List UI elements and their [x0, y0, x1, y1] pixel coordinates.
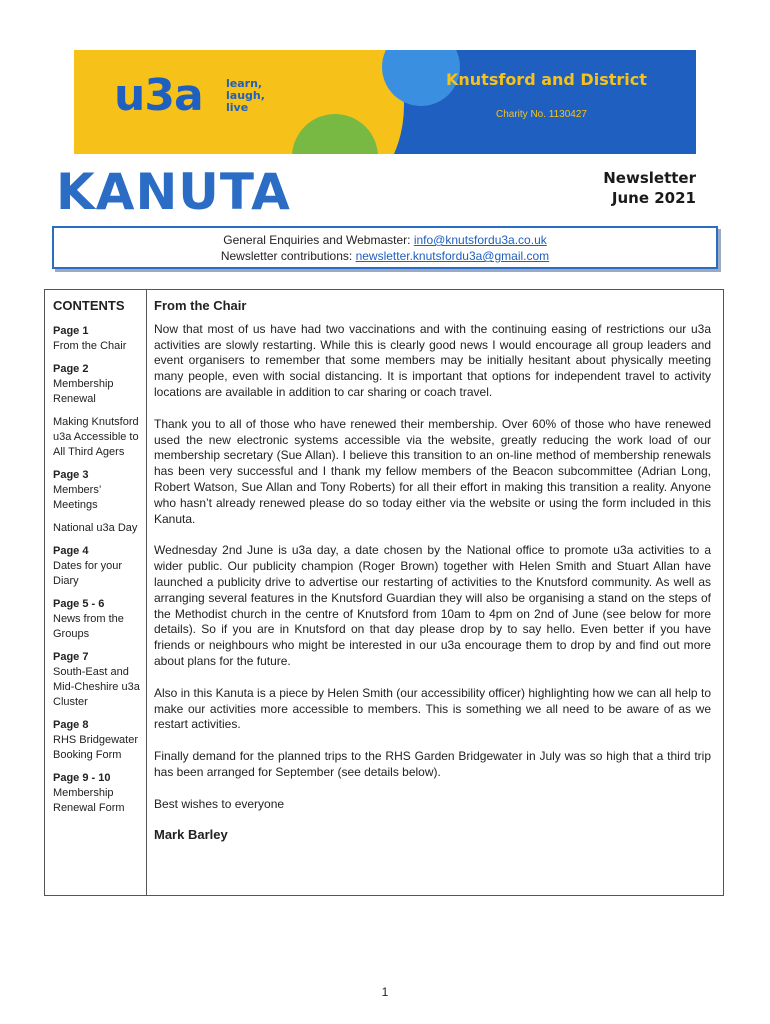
contents-item-title: Membership Renewal [53, 378, 114, 405]
contents-item-title: From the Chair [53, 340, 127, 352]
masthead-title: KANUTA [56, 163, 291, 221]
enquiries-label: General Enquiries and Webmaster: [223, 233, 411, 247]
contents-item [53, 771, 143, 816]
tagline-line: laugh, [226, 89, 265, 102]
contributions-line [54, 248, 716, 264]
contents-item [53, 362, 143, 407]
u3a-banner [74, 50, 696, 154]
article-signature: Mark Barley [154, 826, 228, 842]
u3a-tagline [226, 78, 265, 114]
article-paragraph: Also in this Kanuta is a piece by Helen Smith (our accessibility officer) highlighting how we can all help to make our activities more accessible to members. This is something we all need to be aware of as we restart activities. [154, 685, 711, 732]
article-paragraph: Best wishes to everyone [154, 796, 285, 811]
contents-item [53, 650, 143, 710]
contents-item-page: Page 2 [53, 363, 89, 375]
tagline-line: live [226, 101, 249, 114]
contents-list [53, 324, 143, 816]
contents-item [53, 718, 143, 763]
contents-heading: CONTENTS [53, 298, 125, 313]
u3a-logo: u3a [114, 70, 203, 121]
contributions-label: Newsletter contributions: [220, 249, 353, 263]
contents-item [53, 597, 143, 642]
contents-item [53, 521, 143, 536]
contents-item-title: Members’ Meetings [53, 484, 101, 511]
contents-item-page: Page 4 [53, 545, 89, 557]
enquiries-line [54, 232, 716, 248]
tagline-line: learn, [226, 77, 263, 90]
article-paragraph: Now that most of us have had two vaccinations and with the continuing easing of restrictions our u3a activities are slowly restarting. While this is clearly good news I would encourage all group leaders and event organisers to remember that some members may be initially hesitant about physically meeting many people, even with social distancing. It is important that options for independent travel to activity locations are available in addition to car sharing or coach travel. [154, 321, 711, 399]
article-paragraph: Thank you to all of those who have renewed their membership. Over 60% of those who have renewed used the new electronic systems accessible via the website, greatly reducing the work load of our membership secretary (Sue Allan). I believe this transition to an on-line method of membership renewals has been very successful and I thank my fellow members of the Beacon subcommittee (Adrian Long, Robert Watson, Sue Allan and Tony Roberts) for all their effort in making this transition a reality. Anyone who hasn’t already renewed please do so today either via the website or using the form included in this Kanuta. [154, 416, 711, 526]
contents-item [53, 415, 143, 460]
contact-box [52, 226, 718, 269]
contributions-email-link[interactable]: newsletter.knutsfordu3a@gmail.com [355, 249, 550, 263]
newsletter-label: Newsletter [603, 169, 696, 187]
contents-item-title: RHS Bridgewater Booking Form [53, 734, 138, 761]
article-paragraph: Wednesday 2nd June is u3a day, a date chosen by the National office to promote u3a activities to a wider public. Our publicity champion (Roger Brown) together with Helen Smith and Stuart Allan have launched a publicity drive to advertise our restarting of activities to the Knutsford community. As well as arranging several features in the Knutsford Guardian they will also be organising a stand on the steps of the Methodist church in the centre of Knutsford from 10am to 4pm on 2nd of June (see below for more details). So if you are in Knutsford on that day please drop by to say hello. Even better if you have friends or neighbours who might be interested in our u3a encourage them to drop by and find out more about plans for the future. [154, 543, 711, 668]
contents-item-page: Page 9 - 10 [53, 772, 111, 784]
article-body [154, 322, 711, 813]
main-table [44, 289, 724, 896]
article-column [154, 298, 711, 842]
issue-date: June 2021 [611, 189, 696, 207]
page-number: 1 [381, 985, 389, 999]
contents-item [53, 468, 143, 513]
contents-item-title: Dates for your Diary [53, 560, 123, 587]
contents-item-title: News from the Groups [53, 613, 124, 640]
contents-column [53, 298, 143, 824]
newsletter-issue [603, 168, 696, 208]
banner-title: Knutsford and District [446, 70, 647, 89]
article-paragraph: Finally demand for the planned trips to the RHS Garden Bridgewater in July was so high that a third trip has been arranged for September (see details below). [154, 749, 711, 779]
contents-item-page: Page 5 - 6 [53, 598, 105, 610]
contents-item-page: Page 1 [53, 325, 89, 337]
charity-number: Charity No. 1130427 [496, 109, 587, 120]
contents-item-title: National u3a Day [53, 522, 138, 534]
contents-item-page: Page 8 [53, 719, 89, 731]
article-heading: From the Chair [154, 298, 247, 313]
enquiries-email-link[interactable]: info@knutsfordu3a.co.uk [413, 233, 547, 247]
contents-item [53, 544, 143, 589]
contents-item-page: Page 3 [53, 469, 89, 481]
column-divider [146, 290, 147, 895]
contents-item-title: Membership Renewal Form [53, 787, 125, 814]
contents-item [53, 324, 143, 354]
contents-item-title: South-East and Mid-Cheshire u3a Cluster [53, 666, 140, 708]
contents-item-page: Page 7 [53, 651, 89, 663]
contents-item-title: Making Knutsford u3a Accessible to All Third Agers [53, 416, 139, 458]
